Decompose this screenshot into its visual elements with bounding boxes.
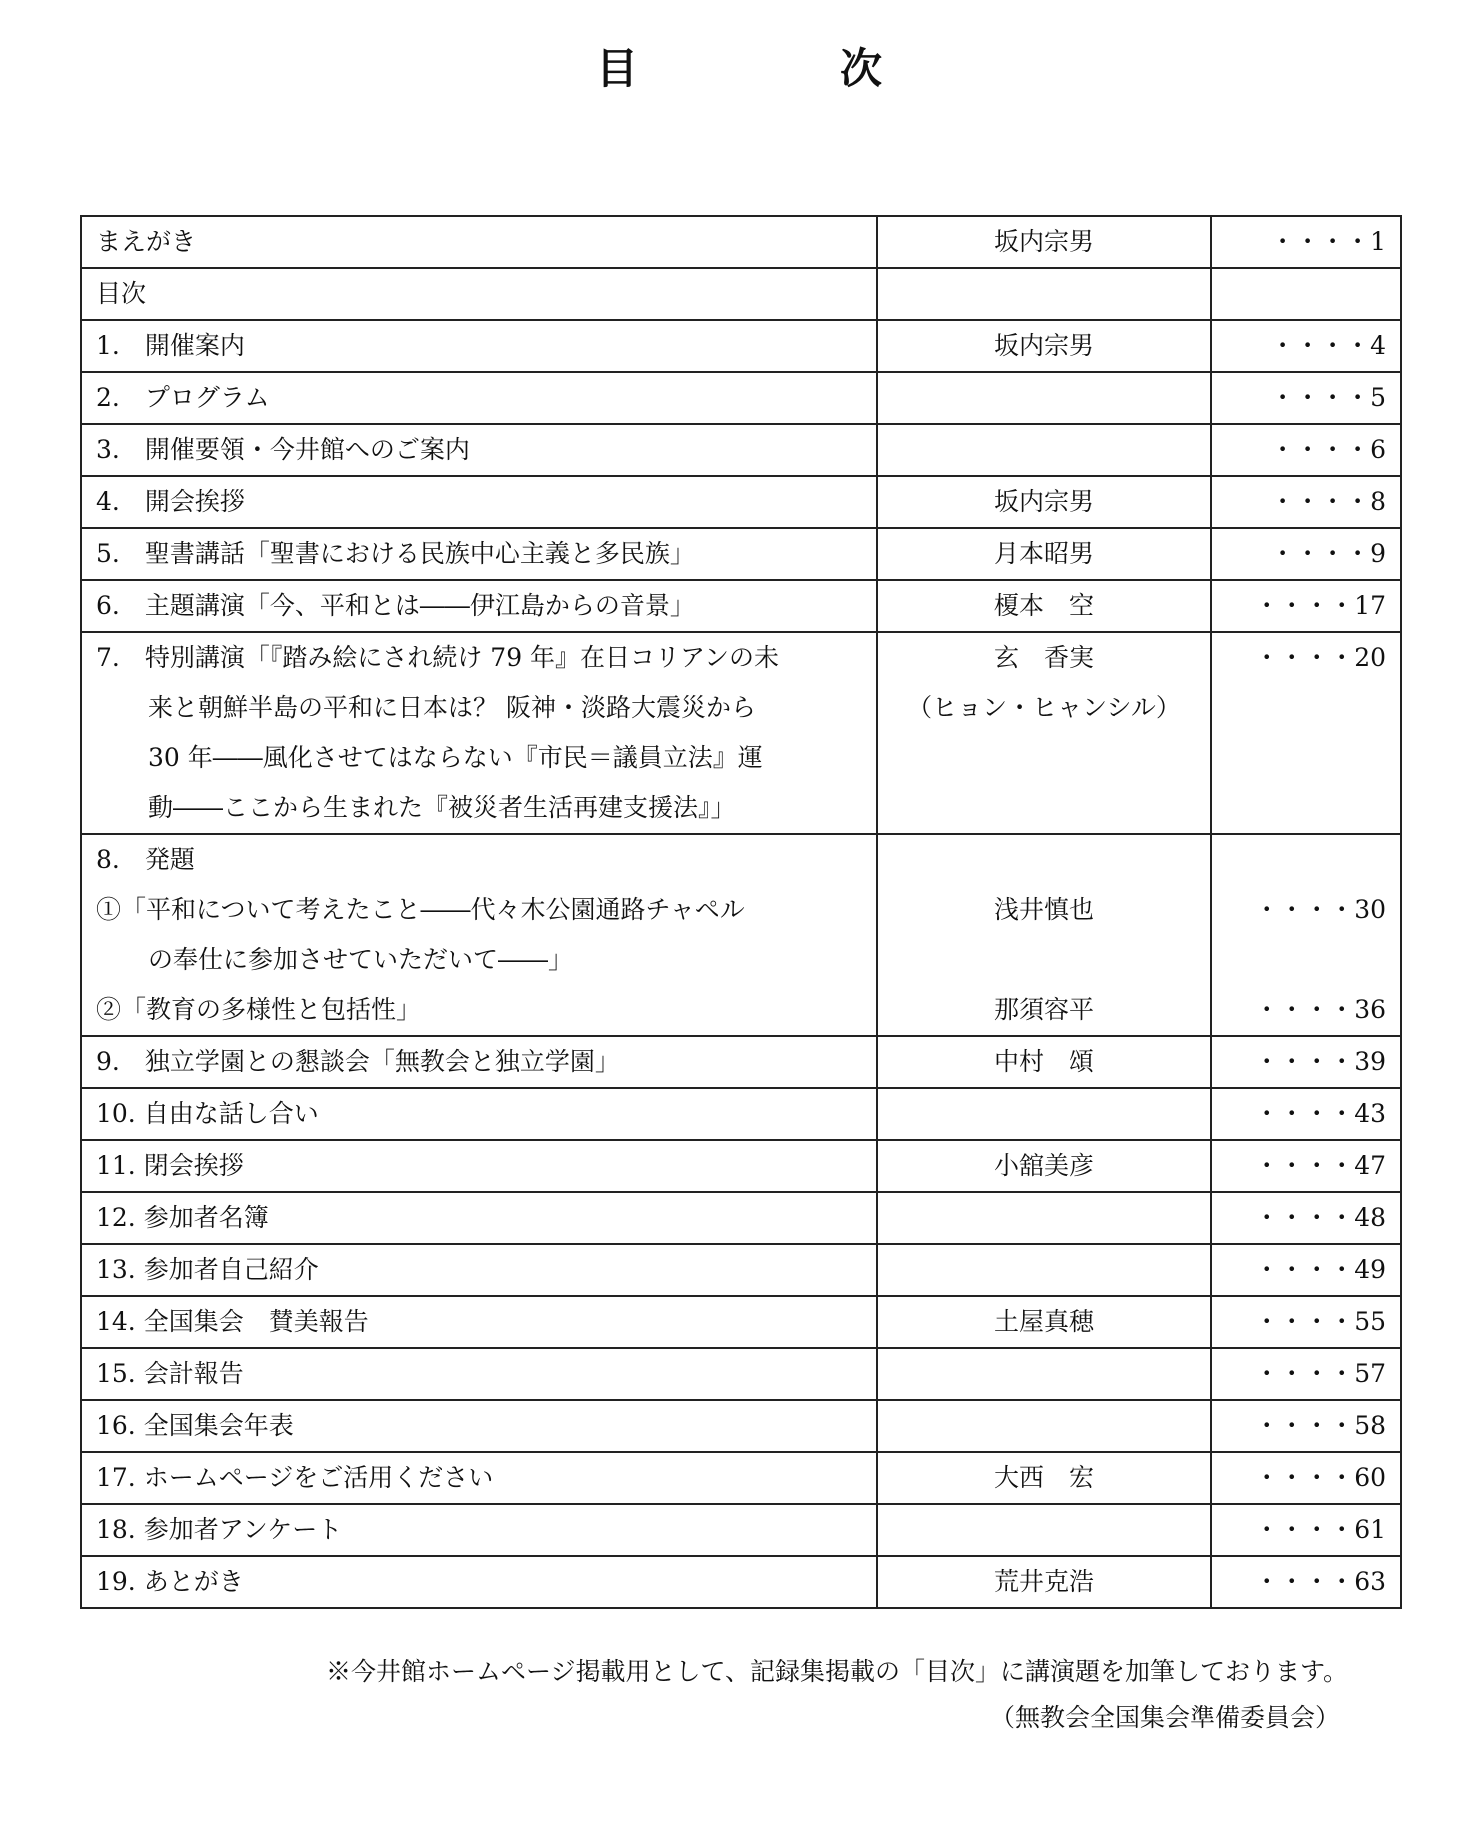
- footnote-source: （無教会全国集会準備委員会）: [989, 1703, 1340, 1732]
- toc-author: 大西 宏: [877, 1452, 1211, 1504]
- toc-title: 12. 参加者名簿: [81, 1192, 877, 1244]
- toc-page: ・・・・49: [1211, 1244, 1401, 1296]
- toc-author-name: 浅井慎也: [993, 895, 1094, 924]
- page-title: 目 次: [595, 44, 962, 93]
- toc-author: 小舘美彦: [877, 1140, 1211, 1192]
- toc-author: 坂内宗男: [877, 476, 1211, 528]
- toc-page: ・・・・9: [1211, 528, 1401, 580]
- toc-title: まえがき: [81, 216, 877, 268]
- toc-page: [1211, 632, 1401, 834]
- toc-author: 中村 頌: [877, 1036, 1211, 1088]
- toc-row: [81, 1504, 1401, 1556]
- toc-page: ・・・・60: [1211, 1452, 1401, 1504]
- toc-page: [1211, 834, 1401, 1036]
- toc-title: 2. プログラム: [81, 372, 877, 424]
- toc-row: [81, 216, 1401, 268]
- toc-page-number: ・・・・20: [1254, 643, 1386, 672]
- toc-page-number: ・・・・30: [1254, 895, 1386, 924]
- toc-title: 6. 主題講演「今、平和とは――伊江島からの音景」: [81, 580, 877, 632]
- toc-title-line: 来と朝鮮半島の平和に日本は？ 阪神・淡路大震災から: [148, 693, 756, 722]
- toc-title: 11. 閉会挨拶: [81, 1140, 877, 1192]
- toc-author: 荒井克浩: [877, 1556, 1211, 1608]
- toc-title: 9. 独立学園との懇談会「無教会と独立学園」: [81, 1036, 877, 1088]
- toc-row: [81, 268, 1401, 320]
- toc-title: 10. 自由な話し合い: [81, 1088, 877, 1140]
- toc-row: [81, 1036, 1401, 1088]
- toc-author: [877, 1192, 1211, 1244]
- toc-author: [877, 1244, 1211, 1296]
- toc-title-line: 8. 発題: [96, 845, 195, 874]
- toc-page: ・・・・47: [1211, 1140, 1401, 1192]
- toc-author: [877, 632, 1211, 834]
- toc-title: 4. 開会挨拶: [81, 476, 877, 528]
- toc-title: 13. 参加者自己紹介: [81, 1244, 877, 1296]
- toc-page: ・・・・57: [1211, 1348, 1401, 1400]
- toc-author: [877, 1504, 1211, 1556]
- toc-title: 18. 参加者アンケート: [81, 1504, 877, 1556]
- toc-page: ・・・・48: [1211, 1192, 1401, 1244]
- toc-row: [81, 1452, 1401, 1504]
- toc-title: 16. 全国集会年表: [81, 1400, 877, 1452]
- toc-row-special-lecture: [81, 632, 1401, 834]
- toc-page: ・・・・6: [1211, 424, 1401, 476]
- toc-row: [81, 1244, 1401, 1296]
- toc-page: ・・・・17: [1211, 580, 1401, 632]
- toc-title-line: ②「教育の多様性と包括性」: [96, 995, 422, 1024]
- toc-page: ・・・・8: [1211, 476, 1401, 528]
- toc-page: ・・・・61: [1211, 1504, 1401, 1556]
- toc-row-presentations: [81, 834, 1401, 1036]
- toc-page: [1211, 268, 1401, 320]
- toc-author: 月本昭男: [877, 528, 1211, 580]
- toc-row: [81, 1556, 1401, 1608]
- toc-row: [81, 476, 1401, 528]
- toc-row: [81, 320, 1401, 372]
- toc-page: ・・・・39: [1211, 1036, 1401, 1088]
- toc-page: ・・・・1: [1211, 216, 1401, 268]
- toc-author: [877, 372, 1211, 424]
- toc-author: 坂内宗男: [877, 320, 1211, 372]
- toc-row: [81, 1296, 1401, 1348]
- toc-title-line: 動――ここから生まれた『被災者生活再建支援法』」: [148, 793, 736, 822]
- toc-title: 5. 聖書講話「聖書における民族中心主義と多民族」: [81, 528, 877, 580]
- toc-title: 17. ホームページをご活用ください: [81, 1452, 877, 1504]
- toc-row: [81, 528, 1401, 580]
- toc-row: [81, 424, 1401, 476]
- toc-title: 19. あとがき: [81, 1556, 877, 1608]
- toc-title-line: ①「平和について考えたこと――代々木公園通路チャペル: [96, 895, 745, 924]
- toc-page: ・・・・58: [1211, 1400, 1401, 1452]
- toc-author: [877, 1348, 1211, 1400]
- toc-page: ・・・・63: [1211, 1556, 1401, 1608]
- toc-title-multiline: [81, 834, 877, 1036]
- toc-author: [877, 834, 1211, 1036]
- toc-title: 目次: [81, 268, 877, 320]
- toc-author-reading: （ヒョン・ヒャンシル）: [907, 693, 1181, 722]
- toc-author: 坂内宗男: [877, 216, 1211, 268]
- toc-author: [877, 1400, 1211, 1452]
- toc-page-number: ・・・・36: [1254, 995, 1386, 1024]
- toc-title: 15. 会計報告: [81, 1348, 877, 1400]
- toc-author: [877, 424, 1211, 476]
- toc-title-line: 30 年――風化させてはならない『市民＝議員立法』運: [148, 743, 763, 772]
- toc-page: ・・・・43: [1211, 1088, 1401, 1140]
- toc-page: ・・・・55: [1211, 1296, 1401, 1348]
- toc-row: [81, 1400, 1401, 1452]
- toc-author: 土屋真穂: [877, 1296, 1211, 1348]
- toc-row: [81, 580, 1401, 632]
- toc-title-line: 7. 特別講演「『踏み絵にされ続け 79 年』在日コリアンの未: [96, 643, 780, 672]
- toc-row: [81, 1348, 1401, 1400]
- toc-author: [877, 268, 1211, 320]
- toc-row: [81, 1192, 1401, 1244]
- toc-author-name: 那須容平: [993, 995, 1094, 1024]
- toc-author: [877, 1088, 1211, 1140]
- toc-author-name: 玄 香実: [993, 643, 1094, 672]
- toc-page: ・・・・4: [1211, 320, 1401, 372]
- toc-title-line: の奉仕に参加させていただいて――」: [148, 945, 574, 974]
- toc-row: [81, 1140, 1401, 1192]
- footnote: ※今井館ホームページ掲載用として、記録集掲載の「目次」に講演題を加筆しております。: [325, 1657, 1348, 1686]
- toc-row: [81, 1088, 1401, 1140]
- toc-title: 1. 開催案内: [81, 320, 877, 372]
- toc-page: ・・・・5: [1211, 372, 1401, 424]
- toc-title: 14. 全国集会 賛美報告: [81, 1296, 877, 1348]
- toc-author: 榎本 空: [877, 580, 1211, 632]
- toc-title: 3. 開催要領・今井館へのご案内: [81, 424, 877, 476]
- toc-row: [81, 372, 1401, 424]
- toc-title-multiline: [81, 632, 877, 834]
- toc-table: [80, 215, 1402, 1609]
